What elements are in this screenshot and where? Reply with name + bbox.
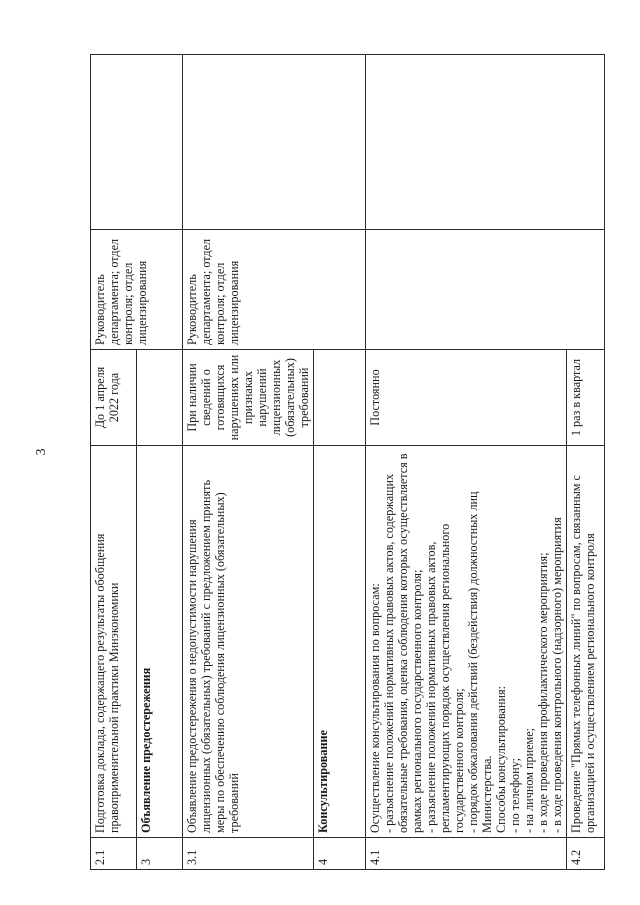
table-row [366, 55, 567, 870]
responsible-cell: Руководитель департамента; отдел контроля; отдел лицензирования [183, 230, 366, 350]
term-cell [137, 350, 183, 446]
event-cell: Осуществление консультирования по вопросам: - разъяснение положений нормативных правовых актов, содержащих обязательные требования, оценка соблюдения которых осуществляется в рамках регионального государственного контроля; - разъяснение положений нормативных правовых актов, регламентирующих порядок осуществления регионального государственного контроля; - порядок обжалования действий (бездействия) должностных лиц Министерства. Способы консультирования: - по телефону; - на личном приеме; - в ходе проведения профилактического мероприятия; - в ходе проведения контрольного (надзорного) мероприятия [366, 446, 567, 838]
extra-cell [366, 55, 605, 230]
row-number: 2.1 [91, 838, 137, 870]
rotated-document [90, 55, 597, 870]
term-cell: 1 раз в квартал [567, 350, 605, 446]
row-number: 4 [314, 838, 366, 870]
extra-cell [91, 55, 183, 230]
event-cell: Объявление предостережения о недопустимости нарушения лицензионных (обязательных) требований с предложением принять меры по обеспечению соблюдения лицензионных (обязательных) требований [183, 446, 314, 838]
term-cell: При наличии сведений о готовящихся нарушениях или признаках нарушений лицензионных (обязательных) требований [183, 350, 314, 446]
event-cell: Проведение "Прямых телефонных линий" по вопросам, связанным с организацией и осуществлением регионального контроля [567, 446, 605, 838]
event-cell: Подготовка доклада, содержащего результаты обобщения правоприменительной практики Минэкономики [91, 446, 137, 838]
term-cell: До 1 апреля 2022 года [91, 350, 137, 446]
table-row [91, 55, 137, 870]
extra-cell [183, 55, 366, 230]
row-number: 4.2 [567, 838, 605, 870]
page-number: 3 [34, 448, 49, 456]
responsible-cell [366, 230, 605, 350]
term-cell [314, 350, 366, 446]
section-heading: Консультирование [314, 446, 366, 838]
row-number: 3 [137, 838, 183, 870]
responsible-cell: Руководитель департамента; отдел контроля; отдел лицензирования [91, 230, 183, 350]
row-number: 3.1 [183, 838, 314, 870]
term-cell: Постоянно [366, 350, 567, 446]
row-number: 4.1 [366, 838, 567, 870]
table-row [183, 55, 314, 870]
section-heading: Объявление предостережения [137, 446, 183, 838]
prevention-plan-table [90, 54, 605, 870]
